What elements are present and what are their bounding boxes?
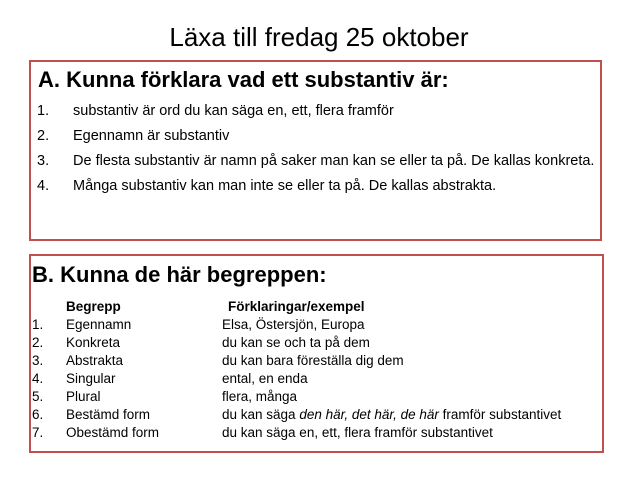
row-term: Egennamn bbox=[66, 317, 132, 332]
list-item bbox=[37, 127, 597, 146]
table-row bbox=[32, 334, 602, 352]
list-item-number: 4. bbox=[37, 178, 50, 194]
row-number: 2. bbox=[32, 335, 44, 350]
concepts-table bbox=[32, 298, 602, 442]
column-header-explanation: Förklaringar/exempel bbox=[228, 299, 365, 314]
list-item-number: 1. bbox=[37, 103, 50, 119]
table-row bbox=[32, 406, 602, 424]
section-b-box bbox=[29, 254, 604, 453]
column-header-term: Begrepp bbox=[66, 299, 121, 314]
row-term: Obestämd form bbox=[66, 425, 160, 440]
explanation-post: framför substantivet bbox=[438, 407, 562, 422]
row-term: Bestämd form bbox=[66, 407, 151, 422]
table-row bbox=[32, 316, 602, 334]
row-number: 5. bbox=[32, 389, 44, 404]
row-number: 4. bbox=[32, 371, 44, 386]
section-a-list bbox=[37, 102, 597, 202]
table-row bbox=[32, 352, 602, 370]
list-item bbox=[37, 152, 597, 171]
row-number: 3. bbox=[32, 353, 44, 368]
list-item bbox=[37, 102, 597, 121]
section-b-heading: B. Kunna de här begreppen: bbox=[32, 262, 327, 287]
page-title: Läxa till fredag 25 oktober bbox=[169, 22, 469, 52]
row-number: 6. bbox=[32, 407, 44, 422]
table-row bbox=[32, 424, 602, 442]
table-row bbox=[32, 370, 602, 388]
list-item-text: De flesta substantiv är namn på saker man kan se eller ta på. De kallas konkreta. bbox=[73, 153, 595, 169]
section-a-heading: A. Kunna förklara vad ett substantiv är: bbox=[38, 67, 449, 92]
table-row bbox=[32, 388, 602, 406]
row-explanation: Elsa, Östersjön, Europa bbox=[222, 317, 365, 332]
list-item bbox=[37, 177, 597, 196]
list-item-number: 3. bbox=[37, 153, 50, 169]
row-explanation: du kan bara föreställa dig dem bbox=[222, 353, 404, 368]
list-item-number: 2. bbox=[37, 128, 50, 144]
table-header-row bbox=[32, 298, 602, 316]
row-explanation: du kan säga en, ett, flera framför substantivet bbox=[222, 425, 493, 440]
row-term: Plural bbox=[66, 389, 101, 404]
section-a-box bbox=[29, 60, 602, 241]
row-term: Abstrakta bbox=[66, 353, 124, 368]
list-item-text: Egennamn är substantiv bbox=[73, 128, 230, 144]
row-explanation: ental, en enda bbox=[222, 371, 308, 386]
row-number: 7. bbox=[32, 425, 44, 440]
row-term: Singular bbox=[66, 371, 116, 386]
row-term: Konkreta bbox=[66, 335, 121, 350]
explanation-emphasis: den här, det här, de här bbox=[299, 407, 439, 422]
row-number: 1. bbox=[32, 317, 44, 332]
list-item-text: Många substantiv kan man inte se eller ta på. De kallas abstrakta. bbox=[73, 178, 497, 194]
explanation-pre: du kan säga bbox=[222, 407, 300, 422]
table-header-empty bbox=[32, 298, 66, 316]
row-explanation: du kan se och ta på dem bbox=[222, 335, 370, 350]
row-explanation: flera, många bbox=[222, 389, 298, 404]
row-explanation bbox=[222, 406, 602, 424]
list-item-text: substantiv är ord du kan säga en, ett, flera framför bbox=[73, 103, 394, 119]
